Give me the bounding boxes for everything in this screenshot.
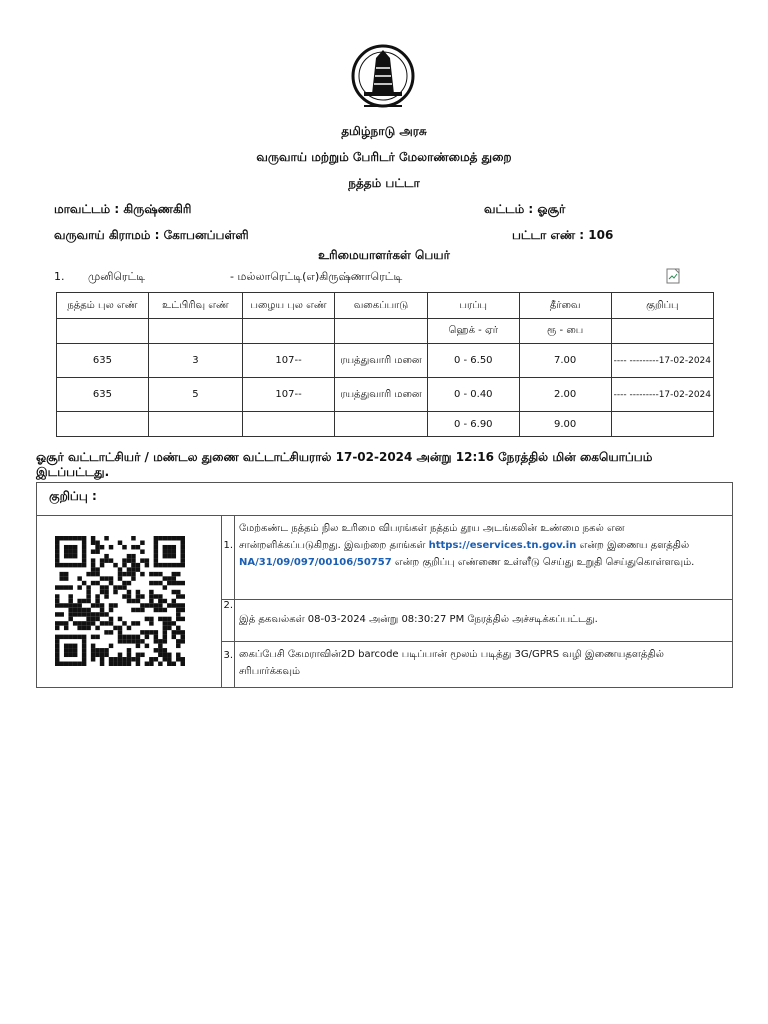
table-cell: ஹெக் - ஏர்	[427, 319, 519, 344]
table-cell: 5	[148, 378, 242, 412]
table-cell: ரூ - பை	[519, 319, 611, 344]
table-cell: 0 - 6.90	[427, 412, 519, 437]
note-item-2: இத் தகவல்கள் 08-03-2024 அன்று 08:30:27 PM நேரத்தில் அச்சடிக்கப்பட்டது.	[235, 600, 733, 642]
tamil-nadu-emblem-icon	[350, 40, 416, 116]
note-text: மேற்கண்ட நத்தம் நில உரிமை விபரங்கள் நத்தம் தூய அடங்கலின் உண்மை நகல் என சான்றளிக்கப்படுகிறது. இவற்றை தாங்கள்	[239, 523, 625, 551]
table-cell	[335, 412, 428, 437]
table-cell: 9.00	[519, 412, 611, 437]
table-cell: 0 - 0.40	[427, 378, 519, 412]
column-header: பழைய புல எண்	[243, 293, 335, 319]
table-unit-row	[57, 319, 714, 344]
table-cell	[611, 319, 713, 344]
note-text: என்ற இணைய தளத்தில்	[576, 540, 690, 551]
reference-number: NA/31/09/097/00106/50757	[239, 557, 392, 568]
note-item-3: கைப்பேசி கேமராவின்2D barcode படிப்பான் மூலம் படித்து 3G/GPRS வழி இணையதளத்தில் சரிபார்க்கவும்	[235, 642, 733, 688]
taluk-label: வட்டம் : ஓசூர்	[484, 202, 566, 216]
table-cell	[57, 319, 149, 344]
eservices-link[interactable]: https://eservices.tn.gov.in	[428, 540, 577, 551]
table-cell: 0 - 6.50	[427, 344, 519, 378]
table-cell	[611, 412, 713, 437]
note-text: என்ற குறிப்பு எண்ணை உள்ளீடு செய்து உறுதி செய்துகொள்ளவும்.	[391, 557, 695, 568]
district-label: மாவட்டம் : கிருஷ்ணகிரி	[54, 202, 192, 216]
table-cell: 3	[148, 344, 242, 378]
column-header: குறிப்பு	[611, 293, 713, 319]
land-details-table	[56, 292, 714, 437]
village-label: வருவாய் கிராமம் : கோபனப்பள்ளி	[54, 228, 249, 242]
table-cell	[335, 319, 428, 344]
owner-number: 1.	[54, 270, 65, 283]
document-title: நத்தம் பட்டா	[348, 176, 420, 190]
column-header: பரப்பு	[427, 293, 519, 319]
table-cell	[148, 319, 242, 344]
note-number: 2.	[222, 600, 235, 642]
table-row	[57, 344, 714, 378]
owner-relation: - மல்லாரெட்டி(எ)கிருஷ்ணாரெட்டி	[230, 270, 403, 283]
table-header-row	[57, 293, 714, 319]
column-header: வகைப்பாடு	[335, 293, 428, 319]
table-cell: 107--	[243, 344, 335, 378]
table-cell	[243, 319, 335, 344]
note-item-1	[235, 516, 733, 600]
table-cell: ---- ---------17-02-2024	[611, 378, 713, 412]
digital-signature-statement: ஓசூர் வட்டாட்சியர் / மண்டல துணை வட்டாட்சியரால் 17-02-2024 அன்று 12:16 நேரத்தில் மின் கையொப்பம் இடப்பட்டது.	[36, 450, 653, 479]
patta-number: பட்டா எண் : 106	[512, 228, 614, 242]
column-header: தீர்வை	[519, 293, 611, 319]
notes-table	[36, 482, 733, 688]
table-total-row	[57, 412, 714, 437]
note-number: 3.	[222, 642, 235, 688]
note-number: 1.	[222, 516, 235, 600]
broken-image-icon	[666, 268, 682, 284]
table-cell: 635	[57, 378, 149, 412]
column-header: நத்தம் புல எண்	[57, 293, 149, 319]
column-header: உட்பிரிவு எண்	[148, 293, 242, 319]
table-cell: 107--	[243, 378, 335, 412]
table-cell: 7.00	[519, 344, 611, 378]
qr-code-icon	[55, 534, 221, 671]
owner-name: முனிரெட்டி	[88, 270, 146, 283]
table-cell	[243, 412, 335, 437]
department-title: வருவாய் மற்றும் பேரிடர் மேலாண்மைத் துறை	[256, 150, 512, 164]
owners-heading: உரிமையாளர்கள் பெயர்	[318, 248, 450, 262]
table-cell	[57, 412, 149, 437]
table-cell: 2.00	[519, 378, 611, 412]
table-row	[57, 378, 714, 412]
table-cell: 635	[57, 344, 149, 378]
notes-title: குறிப்பு :	[37, 483, 733, 516]
government-title: தமிழ்நாடு அரசு	[341, 124, 427, 138]
qr-cell	[37, 516, 222, 688]
table-cell: ---- ---------17-02-2024	[611, 344, 713, 378]
table-cell: ரயத்துவாரி மனை	[335, 378, 428, 412]
table-cell	[148, 412, 242, 437]
table-cell: ரயத்துவாரி மனை	[335, 344, 428, 378]
